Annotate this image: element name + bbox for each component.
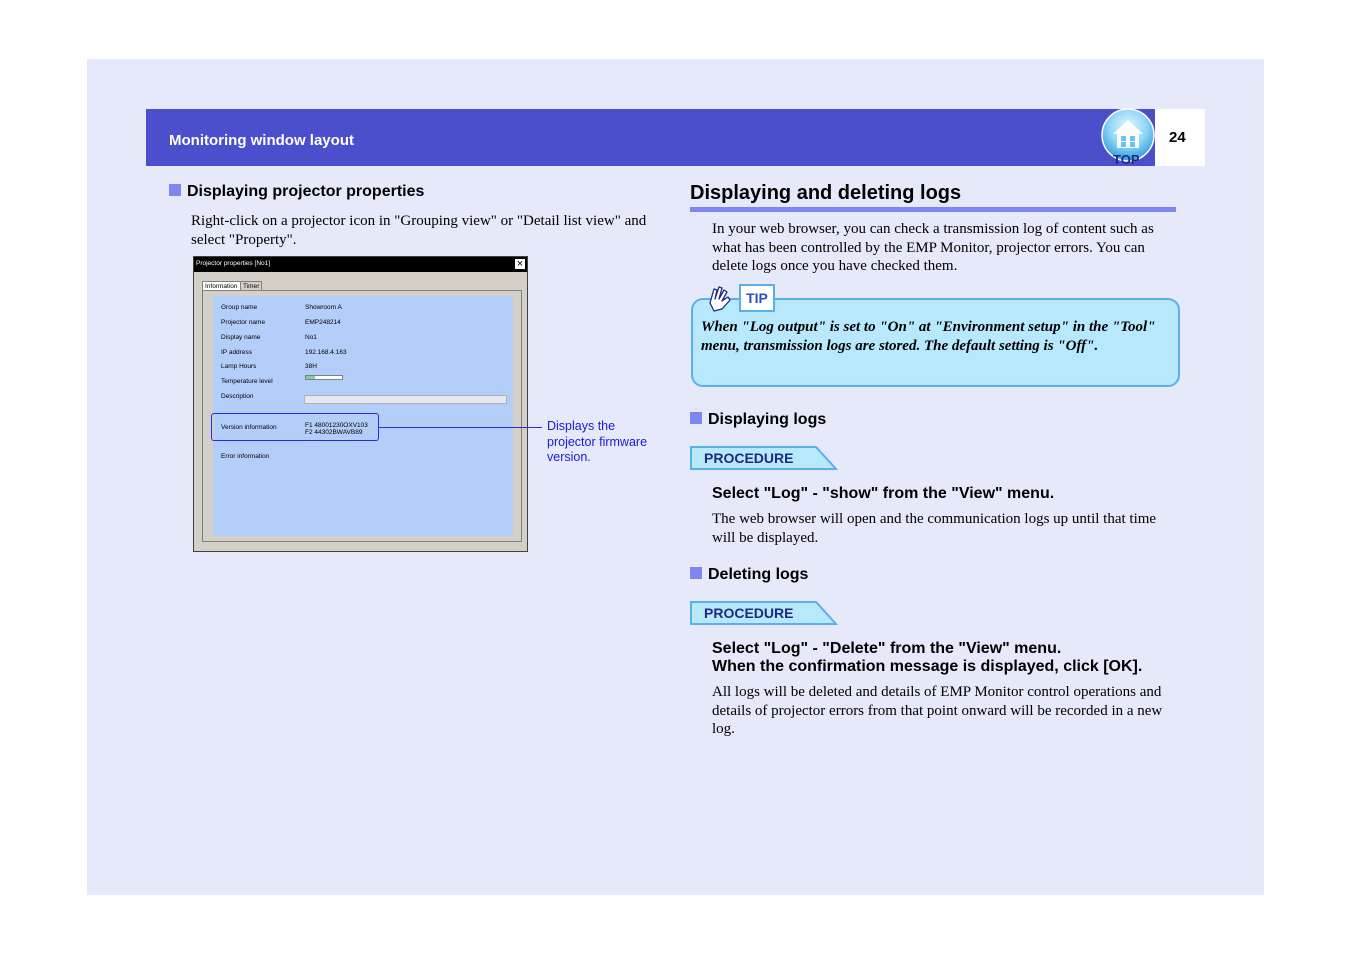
- page-number: 24: [1169, 129, 1186, 146]
- tab-timer[interactable]: Timer: [240, 281, 262, 291]
- version-information-label: Version information: [221, 424, 277, 431]
- lamp-hours-label: Lamp Hours: [221, 363, 257, 370]
- callout-line: [379, 427, 542, 428]
- description-label: Description: [221, 393, 254, 400]
- close-icon[interactable]: ×: [514, 258, 526, 270]
- version-line-1: F1 48001230OXV103: [305, 422, 368, 429]
- description-scrollbar[interactable]: [304, 395, 507, 404]
- procedure-badge: [690, 446, 838, 470]
- delete-logs-step-1: Select "Log" - "Delete" from the "View" menu.: [712, 640, 1062, 657]
- firmware-callout: Displays the projector firmware version.: [547, 419, 648, 464]
- ip-address-value: 192.168.4.163: [305, 349, 347, 356]
- projector-properties-intro: Right-click on a projector icon in "Grouping view" or "Detail list view" and select "Property".: [191, 213, 647, 248]
- group-name-label: Group name: [221, 304, 258, 311]
- tip-label: TIP: [739, 284, 775, 312]
- top-button[interactable]: [1101, 108, 1157, 166]
- tip-text: When "Log output" is set to "On" at "Environment setup" in the "Tool" menu, transmission logs are stored. The default setting is "Off".: [701, 319, 1156, 354]
- group-name-value: Showroom A: [305, 304, 342, 311]
- delete-logs-description: All logs will be deleted and details of EMP Monitor control operations and details of projector errors from that point onward will be recorded in a new log.: [712, 684, 1163, 737]
- section-marker-icon: [169, 184, 181, 196]
- version-highlight-box: [211, 413, 379, 441]
- display-logs-step: Select "Log" - "show" from the "View" menu.: [712, 485, 1055, 502]
- projector-name-value: EMP248214: [305, 319, 341, 326]
- projector-properties-dialog: [193, 256, 528, 552]
- procedure-label: PROCEDURE: [704, 605, 794, 621]
- projector-name-label: Projector name: [221, 319, 266, 326]
- procedure-label: PROCEDURE: [704, 450, 794, 466]
- dialog-titlebar: [194, 257, 527, 272]
- display-logs-description: The web browser will open and the communication logs up until that time will be displayed.: [712, 511, 1157, 546]
- section-marker-icon: [690, 412, 702, 424]
- temperature-level-bar: [305, 375, 343, 380]
- temperature-level-label: Temperature level: [221, 378, 273, 385]
- pointing-hand-icon: [704, 283, 736, 315]
- dialog-title: Projector properties [No1]: [196, 260, 271, 267]
- version-line-2: F2 44302BWAVB89: [305, 429, 363, 436]
- title-underline: [690, 207, 1176, 212]
- top-label: TOP: [1113, 152, 1140, 167]
- section-heading-projector-properties: Displaying projector properties: [169, 183, 424, 201]
- logs-intro: In your web browser, you can check a transmission log of content such as what has been controlled by the EMP Monitor, projector errors. You can delete logs once you have checked them.: [712, 221, 1154, 274]
- display-name-value: No1: [305, 334, 317, 341]
- delete-logs-step-2: When the confirmation message is displayed, click [OK].: [712, 658, 1143, 675]
- error-information-label: Error information: [221, 453, 270, 460]
- section-heading-displaying-logs: Displaying logs: [690, 411, 826, 429]
- tab-information[interactable]: Information: [202, 281, 241, 291]
- temperature-level-fill: [306, 376, 315, 379]
- lamp-hours-value: 38H: [305, 363, 317, 370]
- procedure-badge: [690, 601, 838, 625]
- section-marker-icon: [690, 567, 702, 579]
- page-section-title: Displaying and deleting logs: [690, 182, 962, 204]
- ip-address-label: IP address: [221, 349, 252, 356]
- section-heading-deleting-logs: Deleting logs: [690, 566, 808, 584]
- header-title: Monitoring window layout: [169, 132, 354, 149]
- display-name-label: Display name: [221, 334, 261, 341]
